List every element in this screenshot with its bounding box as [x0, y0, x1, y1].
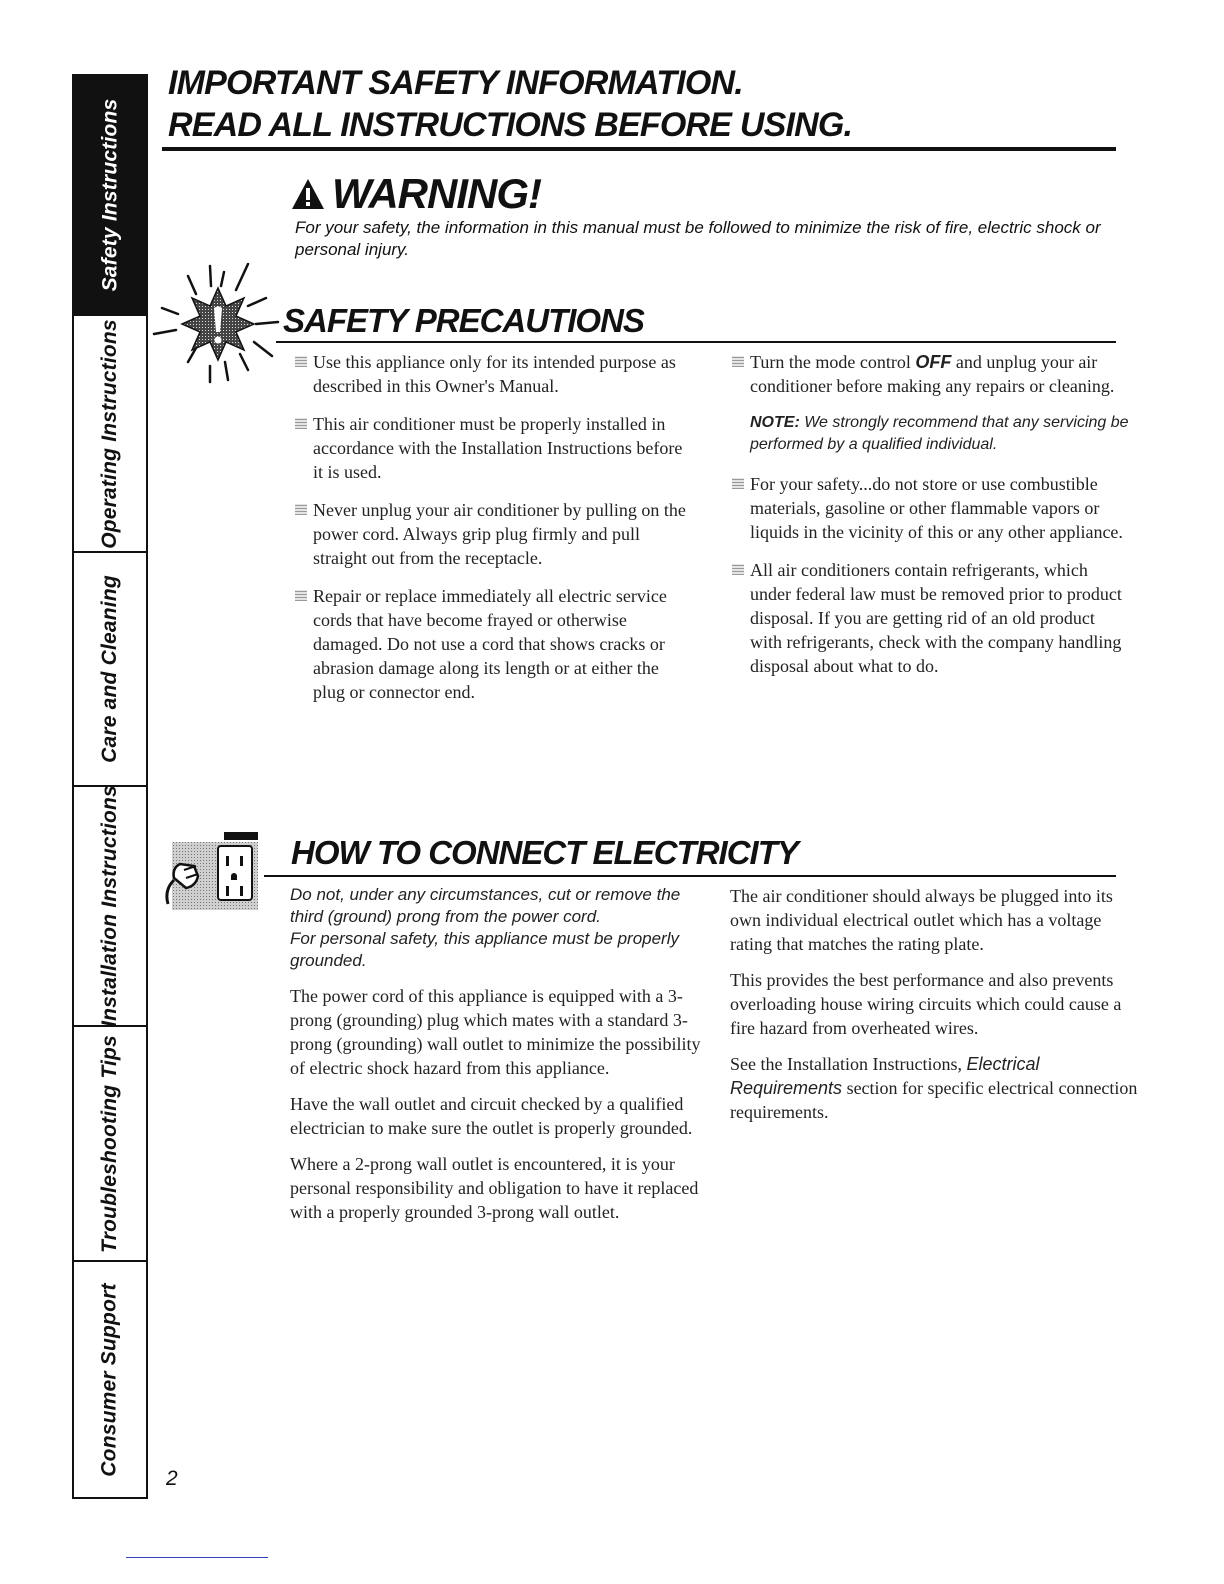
tab-operating-instructions[interactable]	[74, 316, 146, 553]
tab-consumer-support[interactable]	[74, 1262, 146, 1497]
tab-label: Installation Instructions	[98, 785, 122, 1027]
list-item: Use this appliance only for its intended purpose as described in this Owner's Manual.	[293, 350, 693, 398]
bullet-icon	[732, 564, 744, 575]
list-item: Turn the mode control OFF and unplug your air conditioner before making any repairs or cleaning.	[730, 350, 1130, 398]
side-nav	[72, 74, 148, 1499]
page-number: 2	[166, 1467, 178, 1490]
bullet-icon	[295, 590, 307, 601]
connect-electricity-title: HOW TO CONNECT ELECTRICITY	[291, 834, 798, 871]
bullet-icon	[295, 418, 307, 429]
tab-label: Operating Instructions	[98, 318, 121, 549]
tab-label: Consumer Support	[98, 1282, 121, 1477]
note	[730, 412, 1130, 456]
off-label: OFF	[915, 352, 952, 372]
paragraph: The air conditioner should always be plugged into its own individual electrical outlet which has a voltage rating that matches the rating plate.	[730, 886, 1113, 954]
tab-safety-instructions[interactable]	[74, 76, 146, 316]
tab-care-and-cleaning[interactable]	[74, 553, 146, 787]
list-item: Never unplug your air conditioner by pulling on the power cord. Always grip plug firmly and pull straight out from the receptacle.	[293, 498, 693, 570]
bottom-link-underline	[126, 1557, 268, 1558]
paragraph: This provides the best performance and also prevents overloading house wiring circuits which could cause a fire hazard from overheated wires.	[730, 970, 1122, 1038]
plug-outlet-icon	[158, 830, 262, 914]
bullet-icon	[732, 478, 744, 489]
page-header	[168, 62, 1118, 146]
safety-right-column	[730, 350, 1130, 692]
warning-title: WARNING!	[332, 170, 541, 217]
tab-label: Care and Cleaning	[98, 575, 121, 763]
header-line-2: READ ALL INSTRUCTIONS BEFORE USING.	[168, 106, 853, 144]
warning-triangle-icon	[290, 177, 326, 211]
paragraph: Where a 2-prong wall outlet is encountered, it is your personal responsibility and obligation to have it replaced with a properly grounded 3-prong wall outlet.	[290, 1154, 699, 1222]
header-line-1: IMPORTANT SAFETY INFORMATION.	[168, 64, 743, 102]
note-label: NOTE:	[750, 414, 800, 431]
electricity-left-column	[290, 884, 710, 1236]
header-rule	[162, 147, 1116, 151]
list-item: For your safety...do not store or use combustible materials, gasoline or other flammable vapors or liquids in the vicinity of this or any other appliance.	[730, 472, 1130, 544]
list-item: This air conditioner must be properly installed in accordance with the Installation Instructions before it is used.	[293, 412, 693, 484]
tab-installation-instructions[interactable]	[74, 787, 146, 1027]
paragraph: See the Installation Instructions, Electrical Requirements section for specific electrical connection requirements.	[730, 1054, 1138, 1122]
list-item: Repair or replace immediately all electric service cords that have become frayed or otherwise damaged. Do not use a cord that shows cracks or abrasion damage along its length or at either the plug or connector end.	[293, 584, 693, 704]
paragraph: The power cord of this appliance is equipped with a 3-prong (grounding) plug which mates with a standard 3-prong (grounding) wall outlet to minimize the possibility of electric shock hazard from this appliance.	[290, 986, 701, 1078]
grounding-warning: For personal safety, this appliance must be properly grounded.	[290, 929, 679, 970]
warning-heading	[290, 170, 541, 218]
electricity-right-column	[730, 884, 1140, 1136]
tab-label: Safety Instructions	[98, 98, 121, 292]
hazard-burst-icon	[148, 258, 288, 398]
warning-text: For your safety, the information in this manual must be followed to minimize the risk of fire, electric shock or personal injury.	[295, 218, 1101, 259]
ground-prong-warning: Do not, under any circumstances, cut or remove the third (ground) prong from the power cord.	[290, 885, 681, 926]
safety-left-column	[293, 350, 693, 718]
bullet-icon	[295, 356, 307, 367]
bullet-icon	[732, 356, 744, 367]
list-item: All air conditioners contain refrigerants, which under federal law must be removed prior to product disposal. If you are getting rid of an old product with refrigerants, check with the company handling disposal about what to do.	[730, 558, 1130, 678]
tab-label: Troubleshooting Tips	[98, 1034, 122, 1253]
section-rule	[276, 341, 1116, 343]
section-rule	[264, 875, 1116, 877]
paragraph: Have the wall outlet and circuit checked by a qualified electrician to make sure the outlet is properly grounded.	[290, 1094, 693, 1138]
note-text: We strongly recommend that any servicing be performed by a qualified individual.	[750, 414, 1129, 453]
bullet-icon	[295, 504, 307, 515]
safety-precautions-title: SAFETY PRECAUTIONS	[283, 302, 644, 339]
tab-troubleshooting-tips[interactable]	[74, 1027, 146, 1262]
electrical-requirements-ref: Electrical Requirements	[730, 1054, 1040, 1098]
